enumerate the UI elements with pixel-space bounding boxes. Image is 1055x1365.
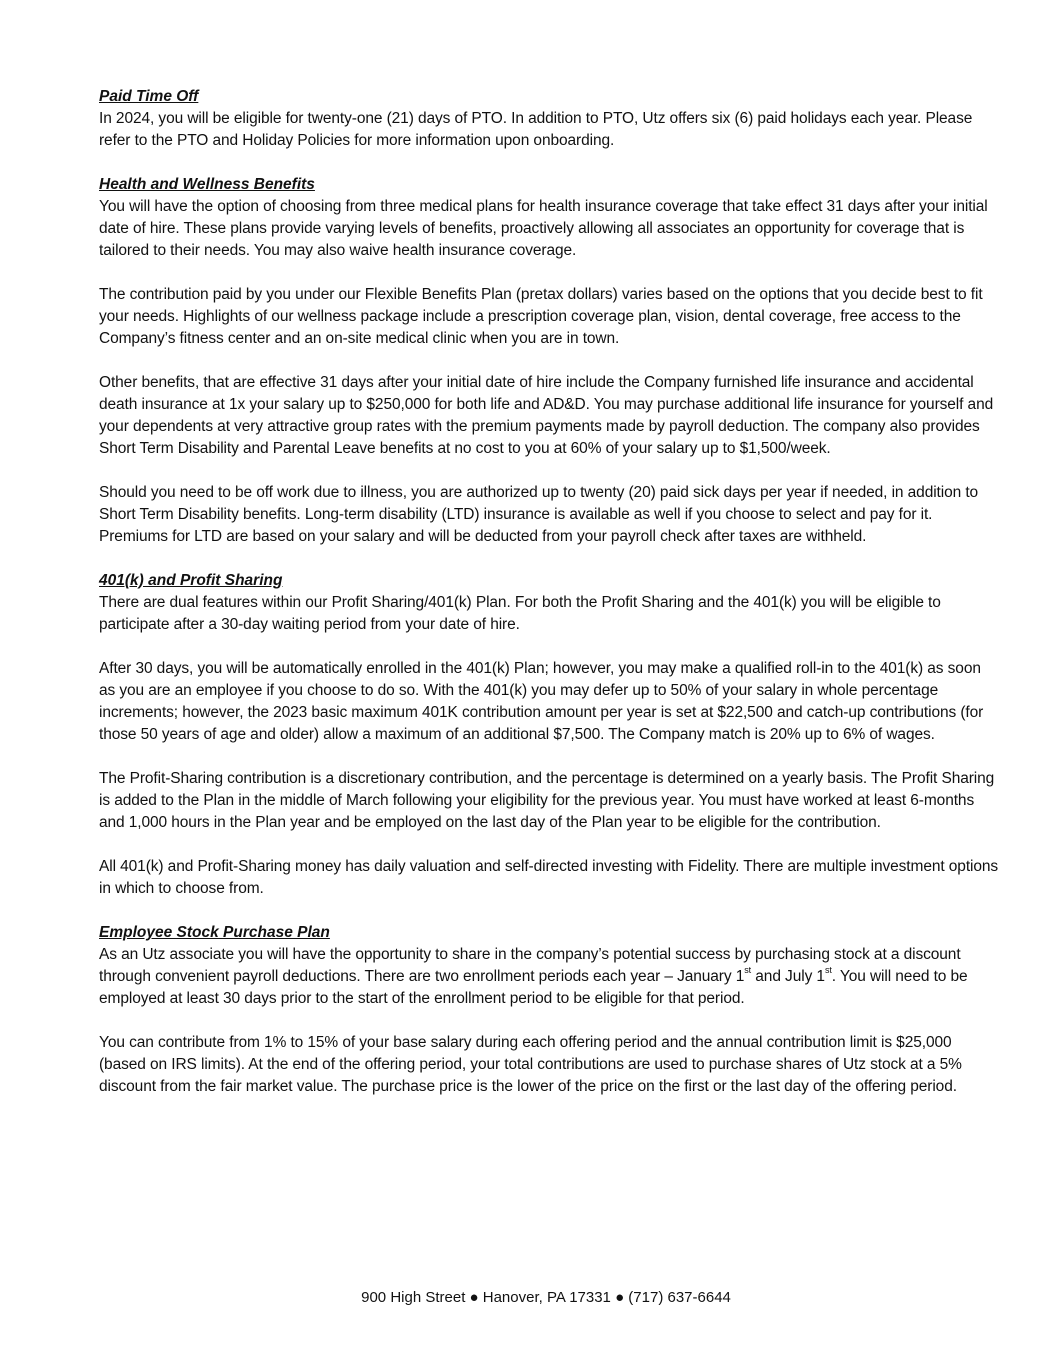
spacer: [99, 548, 999, 570]
spacer: [99, 152, 999, 174]
health-paragraph-3: Other benefits, that are effective 31 days after your initial date of hire include the Company furnished life insurance and accidental death insurance at 1x your salary up to $250,000 for both life and AD&D. You may purchase additional life insurance for yourself and your dependents at very attractive group rates with the premium payments made by payroll deduction. The company also provides Short Term Disability and Parental Leave benefits at no cost to you at 60% of your salary up to $1,500/week.: [99, 374, 994, 457]
page-footer-address: 900 High Street ● Hanover, PA 17331 ● (717) 637-6644: [361, 1289, 731, 1306]
spacer: [99, 746, 999, 768]
spacer: [99, 350, 999, 372]
document-body: [99, 86, 999, 1098]
espp-text-b: and July 1: [751, 968, 825, 985]
heading-employee-stock-purchase-plan: Employee Stock Purchase Plan: [99, 924, 330, 941]
401k-paragraph-1: There are dual features within our Profit Sharing/401(k) Plan. For both the Profit Sharing and the 401(k) you will be eligible to participate after a 30-day waiting period from your date of hire.: [99, 594, 941, 633]
heading-401k-profit-sharing: 401(k) and Profit Sharing: [99, 572, 283, 589]
espp-text-c: . You will need to be employed at least 30 days prior to the start of the enrollment period to be eligible for that period.: [99, 968, 968, 1007]
401k-paragraph-3: The Profit-Sharing contribution is a discretionary contribution, and the percentage is determined on a yearly basis. The Profit Sharing is added to the Plan in the middle of March following your eligibility for the previous year. You must have worked at least 6-months and 1,000 hours in the Plan year and be employed on the last day of the Plan year to be eligible for the contribution.: [99, 770, 995, 831]
superscript-st: st: [744, 964, 752, 975]
401k-paragraph-4: All 401(k) and Profit-Sharing money has daily valuation and self-directed investing with Fidelity. There are multiple investment options in which to choose from.: [99, 858, 999, 897]
spacer: [99, 900, 999, 922]
espp-paragraph-2: You can contribute from 1% to 15% of your base salary during each offering period and the annual contribution limit is $25,000 (based on IRS limits). At the end of the offering period, your total contributions are used to purchase shares of Utz stock at a 5% discount from the fair market value. The purchase price is the lower of the price on the first or the last day of the offering period.: [99, 1034, 962, 1095]
health-paragraph-1: You will have the option of choosing from three medical plans for health insurance coverage that take effect 31 days after your initial date of hire. These plans provide varying levels of benefits, proactively allowing all associates an opportunity for coverage that is tailored to their needs. You may also waive health insurance coverage.: [99, 198, 988, 259]
spacer: [99, 834, 999, 856]
spacer: [99, 636, 999, 658]
spacer: [99, 460, 999, 482]
heading-paid-time-off: Paid Time Off: [99, 88, 199, 105]
health-paragraph-2: The contribution paid by you under our Flexible Benefits Plan (pretax dollars) varies based on the options that you decide best to fit your needs. Highlights of our wellness package include a prescription coverage plan, vision, dental coverage, free access to the Company’s fitness center and an on-site medical clinic when you are in town.: [99, 286, 983, 347]
superscript-st: st: [824, 964, 832, 975]
pto-paragraph: In 2024, you will be eligible for twenty-one (21) days of PTO. In addition to PTO, Utz offers six (6) paid holidays each year. Please refer to the PTO and Holiday Policies for more information upon onboarding.: [99, 110, 973, 149]
spacer: [99, 262, 999, 284]
401k-paragraph-2: After 30 days, you will be automatically enrolled in the 401(k) Plan; however, you may make a qualified roll-in to the 401(k) as soon as you are an employee if you choose to do so. With the 401(k) you may defer up to 50% of your salary in whole percentage increments; however, the 2023 basic maximum 401K contribution amount per year is set at $22,500 and catch-up contributions (for those 50 years of age and older) allow a maximum of an additional $7,500. The Company match is 20% up to 6% of wages.: [99, 660, 984, 743]
espp-paragraph-1: [99, 944, 999, 1010]
spacer: [99, 1010, 999, 1032]
espp-text-a: As an Utz associate you will have the opportunity to share in the company’s potential success by purchasing stock at a discount through convenient payroll deductions. There are two enrollment periods each year – January 1: [99, 946, 961, 985]
health-paragraph-4: Should you need to be off work due to illness, you are authorized up to twenty (20) paid sick days per year if needed, in addition to Short Term Disability benefits. Long-term disability (LTD) insurance is available as well if you choose to select and pay for it. Premiums for LTD are based on your salary and will be deducted from your payroll check after taxes are withheld.: [99, 484, 979, 545]
heading-health-wellness: Health and Wellness Benefits: [99, 176, 315, 193]
